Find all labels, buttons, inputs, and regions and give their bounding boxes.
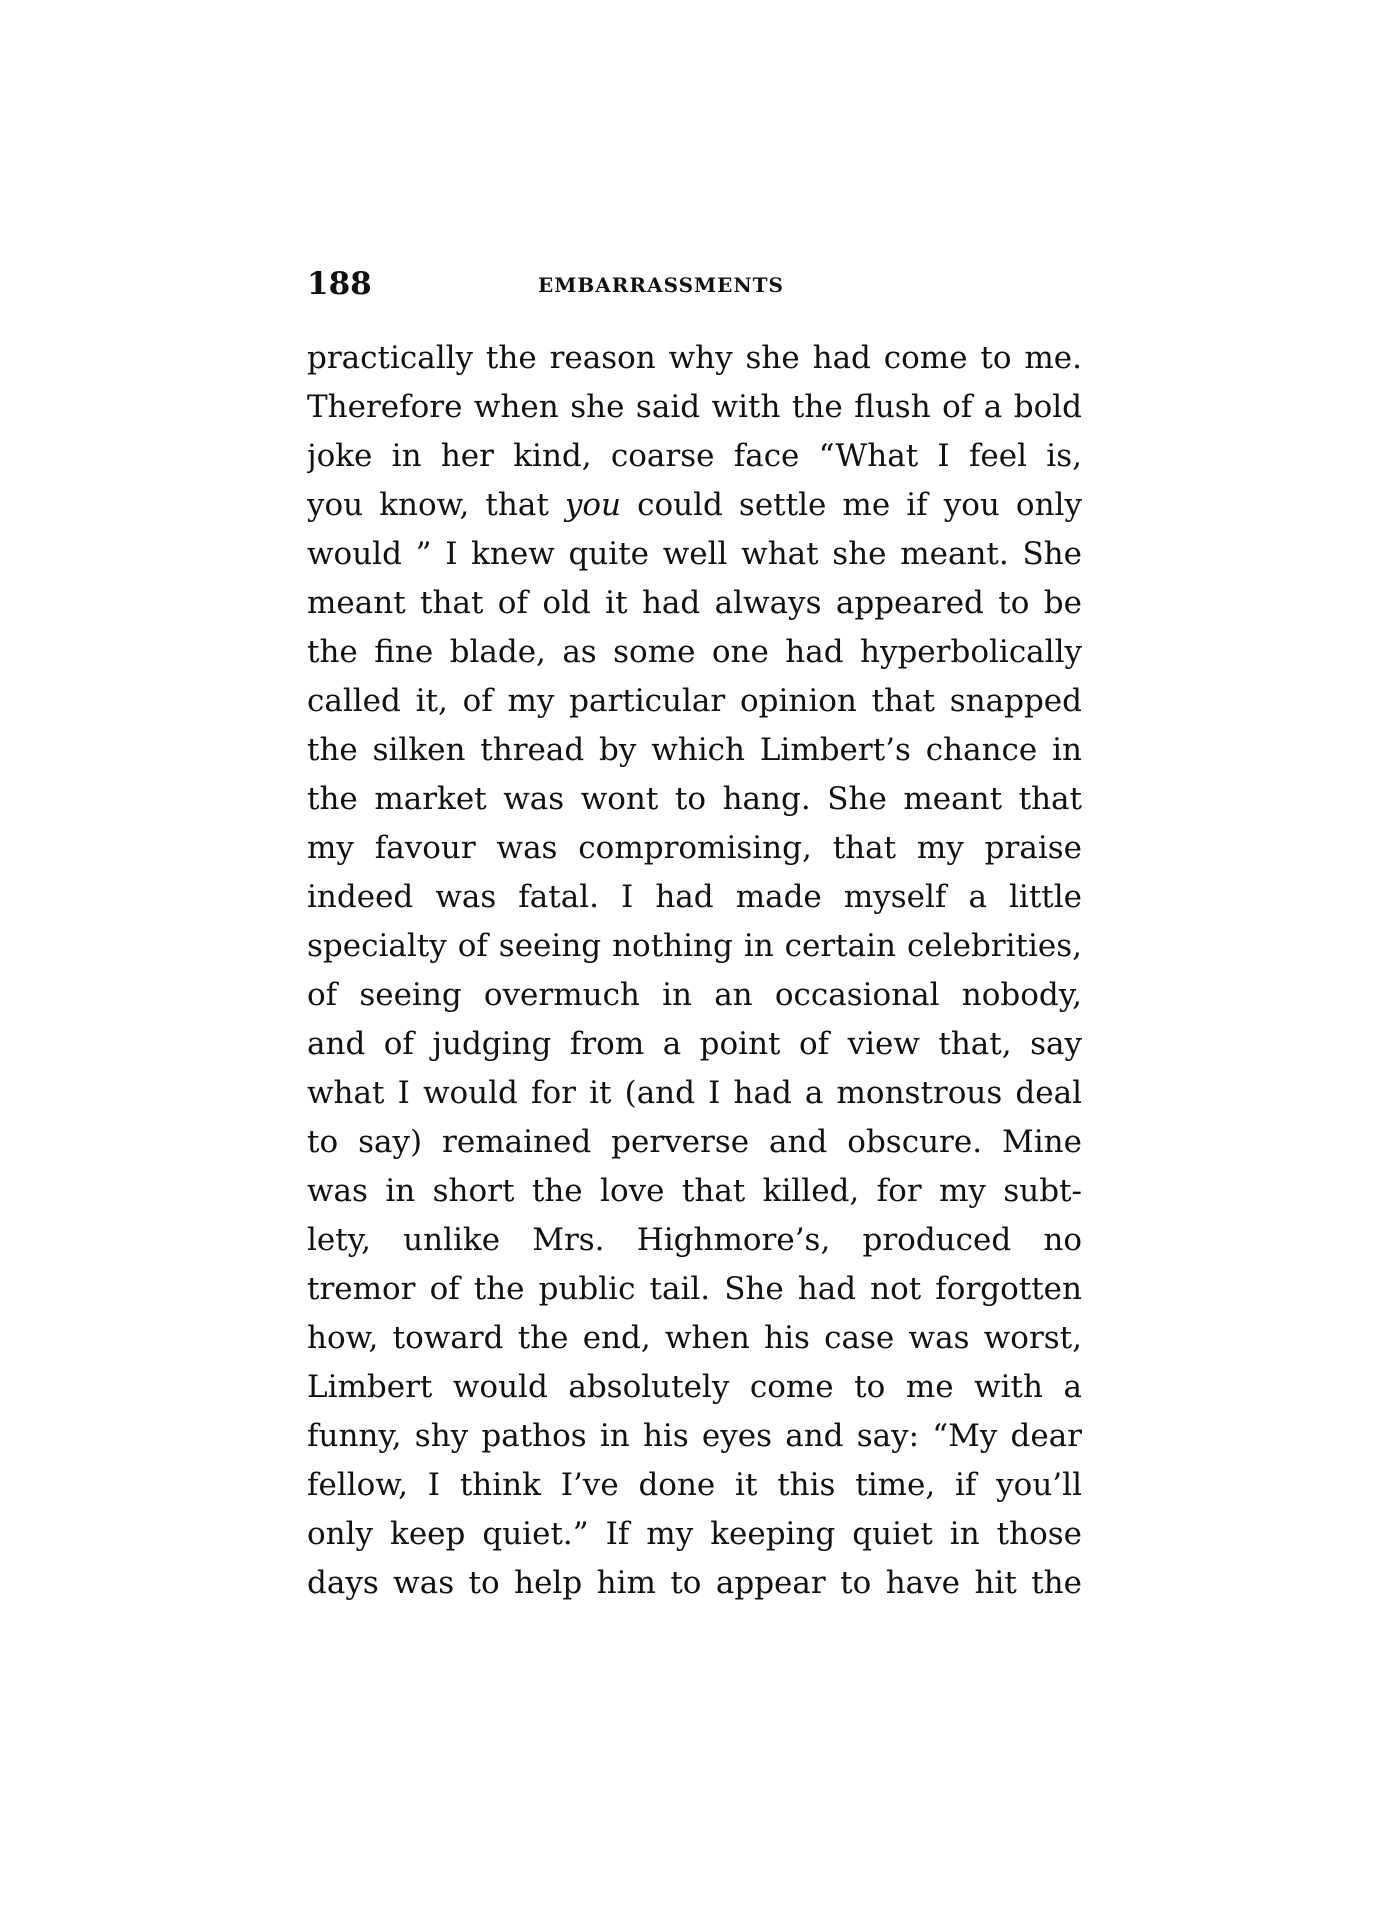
text-line: joke in her kind, coarse face “What I feel is, (307, 438, 1082, 474)
running-head (307, 264, 1082, 304)
text-line: lety, unlike Mrs. Highmore’s, produced no (307, 1222, 1082, 1258)
text-segment: could settle me if you only (621, 487, 1082, 523)
text-line: funny, shy pathos in his eyes and say: “My dear (307, 1418, 1082, 1454)
text-line: specialty of seeing nothing in certain celebrities, (307, 928, 1082, 964)
text-segment: you know, that (307, 487, 565, 523)
text-line: would ” I knew quite well what she meant. She (307, 536, 1082, 572)
text-line: what I would for it (and I had a monstrous deal (307, 1075, 1082, 1111)
text-line: my favour was compromising, that my praise (307, 830, 1082, 866)
text-line: Therefore when she said with the flush of a bold (307, 389, 1082, 425)
text-line: of seeing overmuch in an occasional nobody, (307, 977, 1082, 1013)
text-line: the silken thread by which Limbert’s chance in (307, 732, 1082, 768)
text-line: to say) remained perverse and obscure. Mine (307, 1124, 1082, 1160)
page-number: 188 (307, 266, 372, 302)
text-line: was in short the love that killed, for my subt- (307, 1173, 1082, 1209)
text-line: practically the reason why she had come to me. (307, 340, 1082, 376)
text-line: how, toward the end, when his case was worst, (307, 1320, 1082, 1356)
text-line: and of judging from a point of view that, say (307, 1026, 1082, 1062)
running-title: EMBARRASSMENTS (538, 273, 785, 297)
text-line: only keep quiet.” If my keeping quiet in those (307, 1516, 1082, 1552)
text-line: Limbert would absolutely come to me with a (307, 1369, 1082, 1405)
text-line: indeed was fatal. I had made myself a little (307, 879, 1082, 915)
text-line: tremor of the public tail. She had not forgotten (307, 1271, 1082, 1307)
body-text (307, 334, 1082, 1608)
text-line: meant that of old it had always appeared to be (307, 585, 1082, 621)
text-line: the fine blade, as some one had hyperbolically (307, 634, 1082, 670)
text-line: the market was wont to hang. She meant that (307, 781, 1082, 817)
text-line: fellow, I think I’ve done it this time, if you’ll (307, 1467, 1082, 1503)
text-line: days was to help him to appear to have hit the (307, 1565, 1082, 1601)
text-line (307, 481, 1082, 530)
text-line: called it, of my particular opinion that snapped (307, 683, 1082, 719)
italic-emphasis: you (564, 487, 622, 523)
